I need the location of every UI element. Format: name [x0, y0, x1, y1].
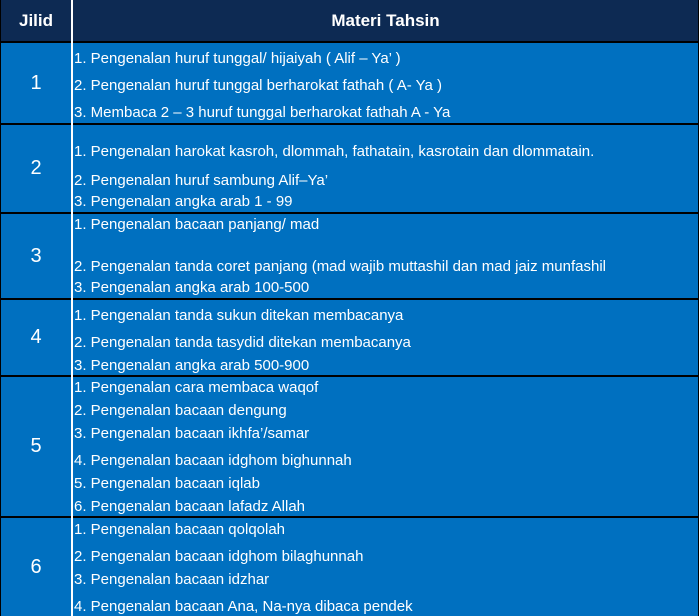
header-materi: Materi Tahsin: [331, 11, 440, 30]
jilid-number: 2: [30, 157, 42, 179]
table-row: [1, 516, 698, 616]
table-header: [1, 0, 698, 41]
materi-cell: [74, 43, 698, 123]
table-row: [1, 212, 698, 298]
list-item: 2. Pengenalan huruf tunggal berharokat fathah ( A- Ya ): [74, 77, 443, 94]
list-item: 3. Membaca 2 – 3 huruf tunggal berharokat fathah A - Ya: [74, 104, 451, 121]
table-row: [1, 123, 698, 212]
table-row: [1, 41, 698, 123]
list-item: 6. Pengenalan bacaan lafadz Allah: [74, 498, 306, 515]
materi-cell: [74, 377, 698, 516]
list-item: 2. Pengenalan huruf sambung Alif–Ya’: [74, 172, 329, 189]
list-item: 1. Pengenalan cara membaca waqof: [74, 379, 319, 396]
list-item: 2. Pengenalan tanda tasydid ditekan membacanya: [74, 334, 411, 351]
list-item: 1. Pengenalan bacaan panjang/ mad: [74, 216, 320, 233]
list-item: 1. Pengenalan huruf tunggal/ hijaiyah ( Alif – Ya’ ): [74, 50, 401, 67]
list-item: 2. Pengenalan tanda coret panjang (mad wajib muttashil dan mad jaiz munfashil: [74, 258, 606, 275]
list-item: 3. Pengenalan angka arab 1 - 99: [74, 193, 293, 210]
header-jilid: Jilid: [18, 11, 53, 30]
list-item: 5. Pengenalan bacaan iqlab: [74, 475, 260, 492]
jilid-number: 4: [30, 326, 42, 348]
jilid-number: 3: [30, 244, 42, 267]
list-item: 1. Pengenalan tanda sukun ditekan membacanya: [74, 307, 404, 324]
list-item: 1. Pengenalan harokat kasroh, dlommah, fathatain, kasrotain dan dlommatain.: [74, 143, 595, 160]
materi-cell: [74, 518, 698, 616]
list-item: 3. Pengenalan angka arab 500-900: [74, 357, 310, 374]
list-item: 3. Pengenalan bacaan idzhar: [74, 571, 270, 588]
jilid-number: 6: [30, 555, 42, 578]
list-item: 4. Pengenalan bacaan Ana, Na-nya dibaca pendek: [74, 598, 413, 615]
list-item: 1. Pengenalan bacaan qolqolah: [74, 521, 286, 538]
materi-cell: [74, 214, 698, 298]
jilid-number: 1: [30, 71, 42, 94]
materi-cell: [74, 300, 698, 375]
materi-cell: [74, 125, 698, 212]
list-item: 4. Pengenalan bacaan idghom bighunnah: [74, 452, 352, 469]
list-item: 3. Pengenalan bacaan ikhfa’/samar: [74, 425, 310, 442]
list-item: 3. Pengenalan angka arab 100-500: [74, 279, 310, 296]
list-item: 2. Pengenalan bacaan idghom bilaghunnah: [74, 548, 364, 565]
table-row: [1, 298, 698, 375]
jilid-number: 5: [30, 435, 42, 457]
table-row: [1, 375, 698, 516]
list-item: 2. Pengenalan bacaan dengung: [74, 402, 287, 419]
column-divider: [71, 0, 73, 616]
